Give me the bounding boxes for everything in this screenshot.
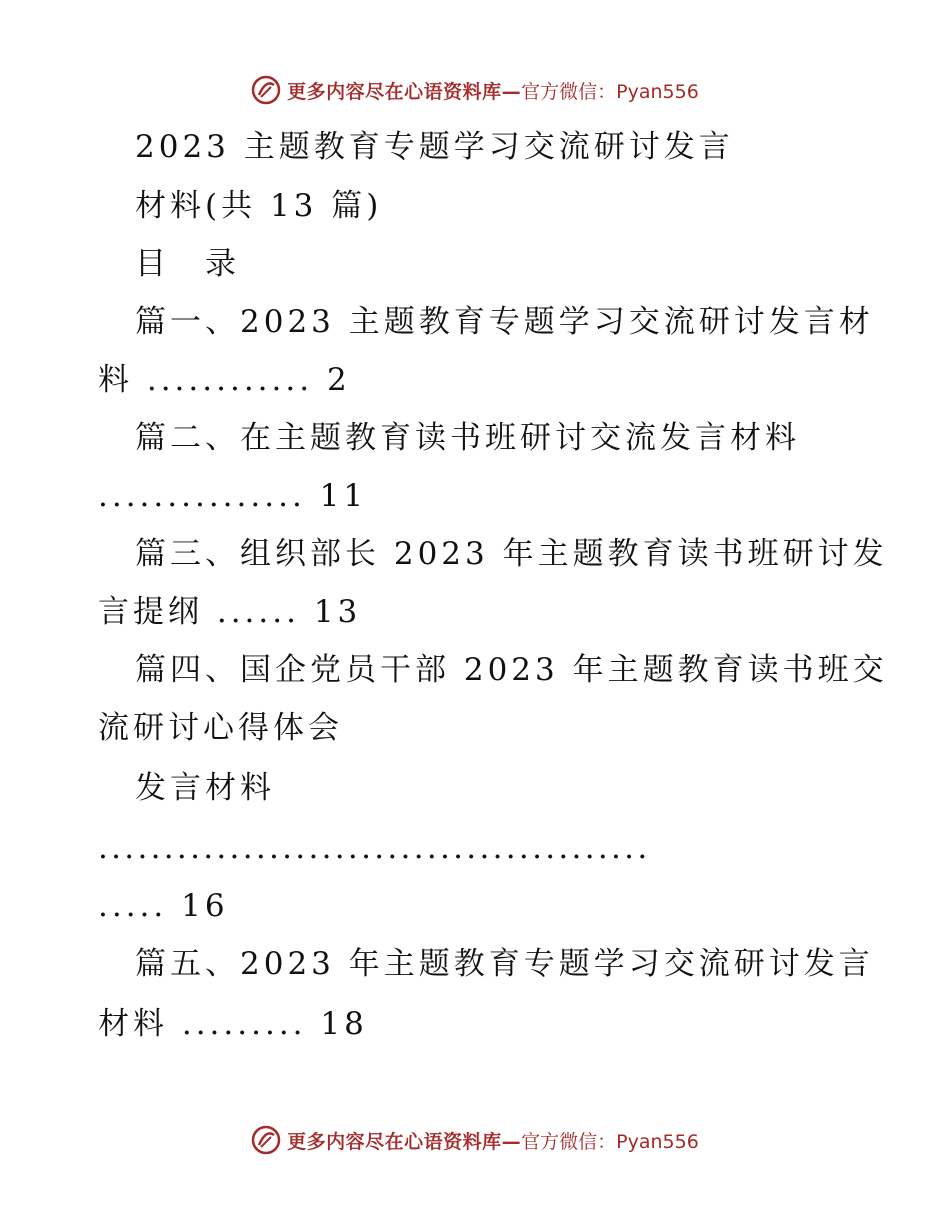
toc-item-5-line-1: 篇五、2023 年主题教育专题学习交流研讨发言 [135,946,874,982]
toc-item-4-line-1: 篇四、国企党员干部 2023 年主题教育读书班交 [135,652,888,688]
banner-text: 更多内容尽在心语资料库— [287,80,522,103]
toc-item-4-line-2: 流研讨心得体会 [98,710,343,746]
toc-item-2-line-1: 篇二、在主题教育读书班研讨交流发言材料 [135,420,800,456]
banner-wechat: 官方微信：Pyan556 [521,80,699,103]
logo-icon [251,75,281,105]
document-title-line-2: 材料(共 13 篇) [135,188,383,224]
toc-item-3-line-1: 篇三、组织部长 2023 年主题教育读书班研讨发 [135,536,888,572]
toc-item-5-line-2: 材料 ......... 18 [98,1006,368,1042]
footer-banner [0,1122,950,1158]
banner-text: 更多内容尽在心语资料库— [287,1130,522,1153]
toc-item-4-line-5: ..... 16 [98,888,229,924]
logo-icon [251,1125,281,1155]
toc-item-1-line-2: 料 ............ 2 [98,362,351,398]
toc-heading: 目 录 [135,246,240,282]
toc-item-4-line-3: 发言材料 [135,770,275,806]
document-title-line-1: 2023 主题教育专题学习交流研讨发言 [135,129,734,165]
banner-wechat: 官方微信：Pyan556 [521,1130,699,1153]
toc-item-2-line-2: ............... 11 [98,478,368,514]
toc-item-3-line-2: 言提纲 ...... 13 [98,594,362,630]
header-banner [0,72,950,108]
toc-item-4-line-4: .......................................... [98,830,651,866]
toc-item-1-line-1: 篇一、2023 主题教育专题学习交流研讨发言材 [135,304,874,340]
